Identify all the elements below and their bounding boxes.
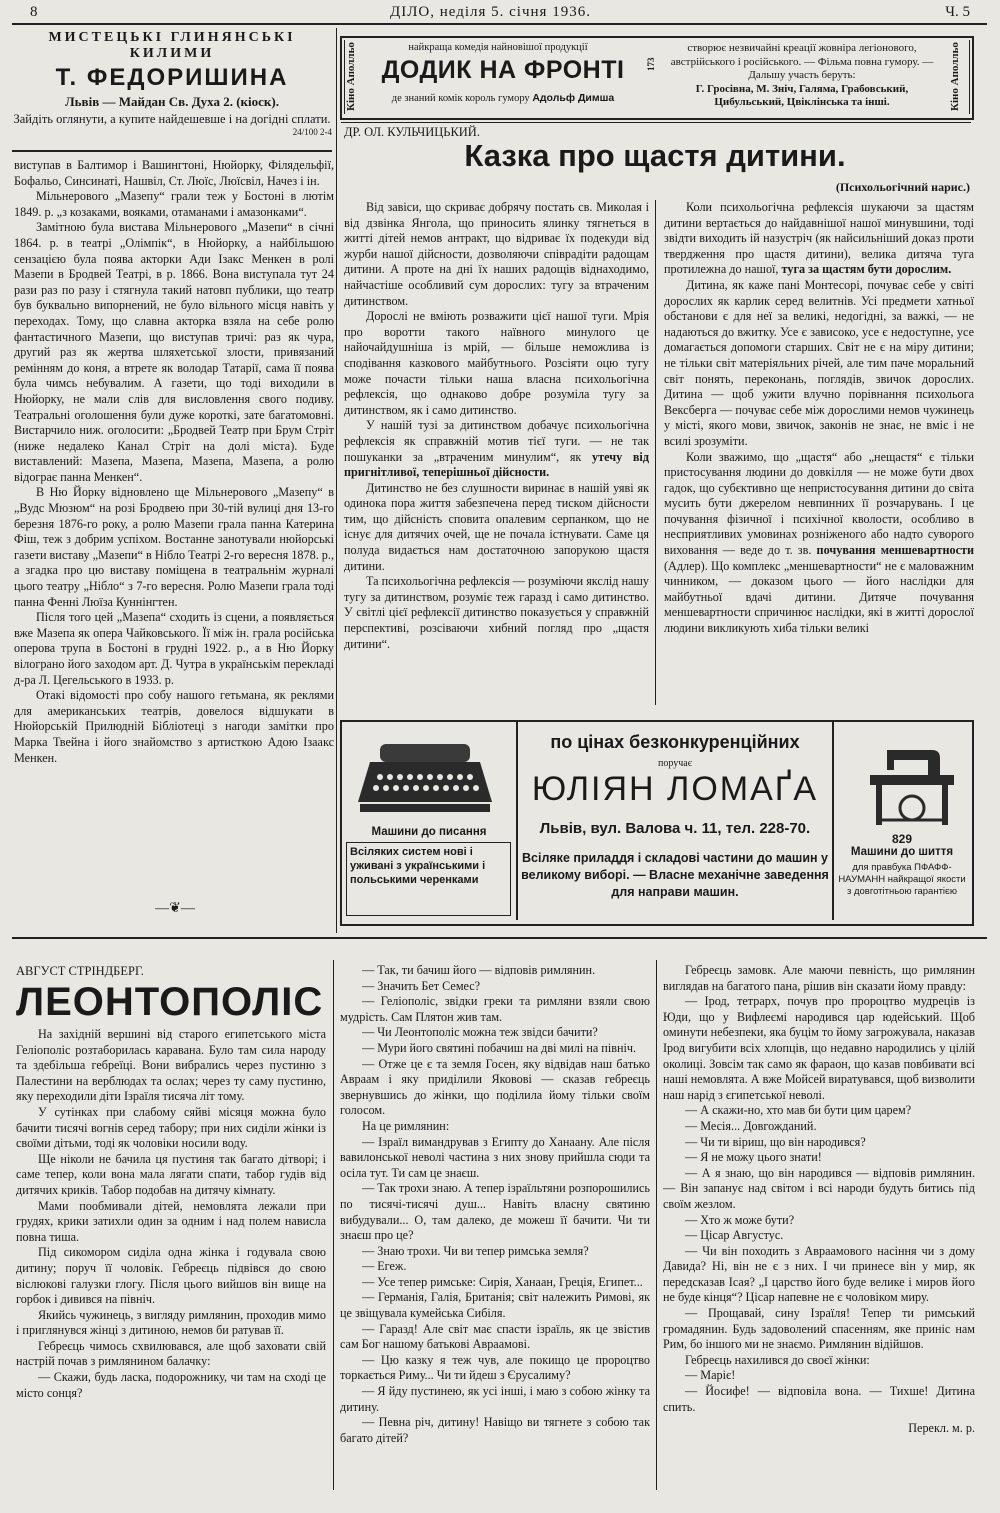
kazka-paragraph: Дитинство не без слушности виринає в нашій уяві як одинока пора життя забезпечена перед тиском дійсности тим, що дійсність сповита опалевим серпанком, що не існує для дитячих очей, ще не почала істнувати. Саме ця полуда видається нам достаточною запорукою щастя дитини. — [344, 480, 649, 573]
left-paragraph: Після того цей „Мазепа“ сходить із сцени, а появляється вже Мазепа як опера Чайковського. Її між ін. грала російська оперова трупа в Бостоні в грудні 1922. р., а в Ню Йорку вілограно його заходом арт. Д. Чутра в українськім перекладі д-ра Л. Цегельського в 1933. р. — [14, 610, 334, 687]
kazka-paragraph: Коли зважимо, що „щастя“ або „нещастя“ є тільки пристосування людини до довкілля — не може бути двох гадок, що субєктивно ще непристосування дитини до світа мусить бути джерелом невпинних її розчарувань. І це почування фізичної і психічної кволости, особливо в несприятливих умовинах розніженого або надто суворого виховання — веде до т. зв. почування меншевартности (Адлер). Що комплекс „меншевартности“ не є маловажним чинником, — доказом цього — його наслідки для майбутньої вдачі дитини. Дитяче почування меншевартности спричинює наслідки, які в житті дорослої людини викликують хиба тільки великі — [664, 449, 975, 636]
leonto-paragraph: — Цісар Августус. — [685, 1228, 784, 1243]
left-paragraph: виступав в Балтимор і Вашингтоні, Нюйорку, Філядельфії, Бофальо, Синсинаті, Нашвіл, Ст. Люїс, Люїсвіл, Начез і ін. — [14, 158, 334, 188]
ad-shop-name: ЮЛІЯН ЛОМАҐА — [531, 770, 819, 808]
ad-movie-tag1: найкраща комедія найновішої продукції — [408, 42, 588, 53]
leonto-paragraph: — Я не можу цього знати! — [685, 1150, 822, 1165]
leonto-paragraph: — Егеж. — [362, 1259, 407, 1274]
ad-shop-headline: по цінах безконкуренційних — [550, 732, 800, 752]
ad-shop-poruchaie: поручає — [658, 758, 692, 769]
leonto-paragraph: Якийсь чужинець, з вигляду римлянин, проходив мимо і приглянувся жінці з дитиною, немов би ратував її. — [16, 1307, 326, 1338]
ad-shop-rule — [516, 722, 518, 920]
kazka-paragraph: У нашій тузі за дитинством добачує психольогічна рефлексія як справжній мотив тієї туги. — не так пошуканки за „втраченим минулим“, як утечу від пригнітливої, теперішньої дійсности. — [344, 418, 649, 480]
ad-movie-cast: Г. Гросівна, М. Зніч, Галяма, Грабовський, Цибульський, Цвіклінська та інші. — [695, 82, 909, 108]
typewriters-desc: Всіляких систем нові і уживані з українськими і польськими черенками — [346, 842, 511, 916]
kazka-col1 — [344, 200, 649, 652]
column-rule — [655, 200, 656, 705]
page-number: 8 — [30, 4, 38, 20]
leonto-paragraph: — Германія, Галія, Британія; світ належить Римові, як це звіщувала кумейська Сибіля. — [340, 1290, 650, 1321]
sewing-desc: для правбука ПФАФФ-НАУМАНН найкращої якости з довготітньою гарантією — [838, 862, 966, 897]
leonto-paragraph: Під сикомором сиділа одна жінка і годувала свою дитину; поруч її чоловік. Гебреєць підвівся до свою віслюкові галузки глогу. Після цього вийшов він вище на горбок і дивився на північ. — [16, 1245, 326, 1307]
kazka-col2 — [664, 200, 974, 637]
leonto-paragraph: — Ізраїл вимандрував з Египту до Ханаану. Але після вавилонської неволі частина з них знову прийшла сюди та осіла тут. Ти сам це знаєш. — [340, 1134, 650, 1180]
leonto-author: АВГУСТ СТРІНДБЕРГ. — [16, 964, 144, 978]
typewriter-icon — [350, 732, 500, 822]
ad-movie-tag2: де знаний комік король гумору — [391, 93, 530, 104]
leonto-paragraph: — Чи Леонтополіс можна теж звідси бачити? — [362, 1025, 598, 1040]
emphasis-text: утечу від пригнітливої, теперішньої дійсности. — [344, 449, 649, 480]
leonto-paragraph: — Прощавай, сину Ізраїля! Тепер ти римський громадянин. Будь задоволений спасенням, яке приніс нам Рим, бо іншого ми не знаємо. Римлянин відійшов. — [663, 1306, 975, 1352]
sewing-label: Машини до шиття — [850, 846, 954, 858]
kazka-top-rule — [341, 122, 971, 123]
left-paragraph: Отакі відомості про собу нашого гетьмана, як реклями для американських театрів, довелося відшукати в Нюйорській Прилюдній Бібліотеці з нагоди замітки про Марка Твейна і його знайомство з артисткою Адою Ізаакс Менкен. — [14, 688, 334, 765]
leonto-col3 — [663, 963, 975, 1437]
leonto-paragraph: — Цю казку я теж чув, але покищо це пророцтво торкається Риму... Чи ти йдеш з Єрусалиму? — [340, 1352, 650, 1383]
leonto-paragraph: — Певна річ, дитину! Навіщо ви тягнете з собою так багато дітей? — [340, 1415, 650, 1445]
leonto-paragraph: — Я йду пустинею, як усі інші, і маю з собою жінку та дитину. — [340, 1384, 650, 1414]
leonto-paragraph: — Месія... Довгожданий. — [685, 1118, 817, 1133]
ad-movie-description: створює незвичайні креації жовніра легіонового, австрійського і російського. — Фільма повна гумору. — Дальшу участь беруть: — [670, 42, 934, 81]
kazka-subtitle: (Психольогічний нарис.) — [835, 180, 970, 194]
kazka-paragraph: Та психольогічна рефлексія — розуміючи якслід нашу тугу за дитинством, розуміє теж гаразд і само дитинство. У світлі цієї рефлексії дитинство показується у справжній перспективі, розсіваючи хибний погляд про „щастя дитини“. — [344, 574, 649, 651]
ad-movie-title: ДОДИК НА ФРОНТІ — [381, 56, 625, 84]
ad-shop — [340, 720, 974, 926]
leonto-paragraph: — Чи він походить з Авраамового насіння чи з дому Давида? Ні, він не є з них. І чи принесе він у мир, як передсказав Ісая? „І царство його буде велике і миров його не буде кінця“? Цісар напевне не є чоловіком миру. — [663, 1243, 975, 1305]
ad-kilymy-line1: МИСТЕЦЬКІ ГЛИНЯНСЬКІ КИЛИМИ — [48, 30, 296, 61]
leonto-paragraph: — Так, ти бачиш його — відповів римлянин. — [362, 963, 596, 977]
leonto-paragraph: — Мури його святині побачиш на дві милі на північ. — [362, 1040, 637, 1055]
emphasis-text: туга за щастям бути дорослим. — [781, 262, 952, 277]
leonto-paragraph: — Маріє! — [685, 1368, 736, 1383]
left-paragraph: В Ню Йорку відновлено ще Мільнерового „Мазепу“ в „Вудс Мюзюм“ на розі Бродвею при 30-тій вулиці дня 13-го березня 1876-го року, а ролю Мазепи грала панна Катерина Фіш, теж з добрим успіхом. Востанне занотували нюйорські газети виставу „Мазепи“ в Ніблo Театрі 2-го вересня 1878. р., а згадка про цю виставу поміщена в театральнім журналі цього театру „Нібло“ з 7-го вересня. Ролю Мазепи грала тоді панна Фенні Люїза Куннінгтен. — [14, 485, 334, 609]
kazka-paragraph: Від завіси, що скриває добрячу постать св. Миколая і від дзвінка Янгола, що приносить ялинку тягнеться в житті дітей немов антракт, що відриває їх подекуди від журби нашої дійсности, дозволяючи співрадіти радощам дитини. А проте на дні їх наших радощів віднаходимо, найчастіше особливий сум дорослих: тугу за втраченим дитинством. — [344, 200, 649, 308]
ad-shop-code: 829 — [891, 832, 913, 846]
leonto-paragraph: — Так трохи знаю. А тепер ізраїльтяни розпорошились по тисячі-тисячі душ... Навіть власну святиню вибудували... О, там далеко, де можеш її бачити. Чи ти знаєш про це? — [340, 1181, 650, 1243]
page-header — [0, 2, 1000, 24]
leonto-paragraph: — А скажи-но, хто мав би бути цим царем? — [685, 1103, 912, 1118]
sewing-machine-icon — [862, 730, 962, 830]
ad-movie-side-right: Кіно Аполльо — [949, 40, 970, 114]
leonto-paragraph: — Ірод, тетрарх, почув про пророцтво мудреців із Юди, що у Вифлеємі народився цар юдейський. Щоб оминути небезпеки, яка буцім то йому загрожувала, наказав Ірод вигубити всіх хлопців, що недавно народились у цілій околиці. Зовсім так само як фараон, що казав повбивати всі наші немовлята. А вже Мойсей виратувався, щоб визволити наш нарід з єгипетської неволі. — [663, 994, 975, 1102]
ad-kilymy-text: Зайдіть оглянути, а купите найдешевше і на догідні сплати. — [13, 112, 331, 126]
masthead: ДІЛО, неділя 5. січня 1936. — [390, 4, 591, 20]
ad-kilymy — [12, 30, 332, 145]
leonto-paragraph: На це римлянин: — [362, 1118, 450, 1133]
typewriters-label: Машини до писання — [371, 826, 487, 838]
ad-kilymy-rule — [12, 150, 332, 152]
leonto-translator: Перекл. м. р. — [908, 1421, 975, 1436]
leonto-paragraph: — Скажи, будь ласка, подорожнику, чи там на сході це місто сонця? — [16, 1370, 326, 1400]
ad-kilymy-code: 24/100 2-4 — [292, 127, 332, 137]
leonto-paragraph: — А я знаю, що він народився — відповів римлянин. — Він запанує над світом і всі народи будуть битись під своїм жезлом. — [663, 1165, 975, 1211]
issue-number: Ч. 5 — [945, 4, 970, 20]
section-rule — [12, 937, 987, 939]
leonto-paragraph: — Отже це є та земля Госен, яку відвідав наш батько Авраам і яку приділили Яковові — сказав гебреєць звернувшись до жінки, що поділила йому тільки своїм голосом. — [340, 1056, 650, 1118]
leonto-paragraph: Ще ніколи не бачила ця пустиня так багато дітворі; і саме тепер, коли вона мала лягати спати, табор гудів від дитячих криків. Табор подобав на дитячу кімнату. — [16, 1151, 326, 1197]
leonto-paragraph: Гебреєць замовк. Але маючи певність, що римлянин виглядав на багатого пана, рішив він сказати йому правду: — [663, 963, 975, 993]
kazka-title: Казка про щастя дитини. — [464, 138, 846, 173]
ad-kilymy-address: Львів — Майдан Св. Духа 2. (кіоск). — [65, 94, 279, 109]
column-rule — [333, 960, 334, 1490]
leonto-paragraph: — Йосифе! — відповіла вона. — Тихше! Дитина спить. — [663, 1384, 975, 1414]
leonto-paragraph: — Чи ти віриш, що він народився? — [685, 1134, 866, 1149]
kazka-paragraph: Коли психольогічна рефлексія шукаючи за щастям дитини вертається до найдавнішої нашої минувшини, тоді звідти виходить ій назустріч (як найсильніший доказ проти твердження про щастя дитини), велика дитяча туга протилежна до нашої, туга за щастям бути дорослим. — [664, 200, 974, 277]
header-rule — [12, 23, 987, 25]
left-paragraph: Мільнерового „Мазепу“ грали теж у Бостоні в лютім 1849. р. „з козаками, вояками, отаманами і амазонками“. — [14, 189, 334, 219]
leonto-paragraph: На західній вершині від старого египетського міста Геліополіс розтаборилась каравана. Було там сила народу та здебільша гебреїці. Вони вибрались через пустиню з Палестини на верблюдах та ослах; через ту саму пустиню, яку переходили діти Ізраїля тисяча літ тому. — [16, 1027, 326, 1104]
ad-movie-side-left: Кіно Аполльо — [344, 40, 365, 114]
emphasis-text: почування меншевартности — [816, 543, 975, 558]
leonto-title: ЛЕОНТОПОЛІС — [16, 980, 324, 1024]
leonto-paragraph: Гебреєць нахилився до своєї жінки: — [685, 1352, 870, 1367]
left-paragraph: Замітною була вистава Мільнерового „Мазепи“ в січні 1864. р. в театрі „Олімпік“, в Нюйорку, а найбільшою сензацією була поява акторки Ади Ізакс Менкен в ролі Мазепи в Бродвей Театрі, в р. 1866. Вона виступала тут 24 рази раз по разу і стягнула такий натовп публики, що театр був буквально випорнений, не було вільного місця навіть у переходах. Тому, що славна акторка взяла на себе ролю фантастичного Мазепи, що виступав тричі: раз як чура, другий раз як жертва шляхетської злости, привязаний ремінням до коня, а втрете як володар Татарії, сама її поява була чимсь небувалим. А газети, що тоді виходили в Нюйорку, не мали слів для висловлення свого подиву. Театральні оголошення були дуже короткі, зате багатомовні. Вистарчило ниж. оголосити: „Бродвей Театр при Брум Стріт (ниже недалеко Канал Стріт на долі міста). Буде виставлений: Мазепа, Мазепа, Мазепа, Мазепа, а ролю відограє панна Менкен“. — [14, 220, 334, 484]
leonto-paragraph: — Гаразд! Але світ має спасти ізраїль, як це звістив сам Бог нашому батькові Авраамові. — [340, 1321, 650, 1352]
ad-movie — [340, 36, 974, 120]
kazka-paragraph: Дорослі не вміють розважити цієї нашої туги. Мрія про воротти такого наївного минулого це найочайдушніша із мрій, — більше неможлива із сподівання казкового майбутнього. Розсіяти оцю тугу може почасти тільки наша власна психольогічна рефлексія, що однаково добре розуміла тугу за дитинством, як і само дитинство. — [344, 309, 649, 417]
ad-movie-actor: Адольф Димша — [532, 92, 615, 104]
leonto-col1 — [16, 1027, 326, 1401]
leonto-paragraph: — Усе тепер римське: Сирія, Ханаан, Греція, Египет... — [362, 1274, 643, 1289]
column-rule — [336, 28, 337, 933]
ad-movie-tagline — [368, 92, 638, 104]
leonto-paragraph: — Знаю трохи. Чи ви тепер римська земля? — [362, 1243, 589, 1258]
leonto-paragraph: Гебреєць чимось схвилювався, але щоб заховати свій настрій почав з римлянином балачку: — [16, 1338, 326, 1369]
ad-shop-rule — [832, 722, 834, 920]
ad-movie-desc — [666, 42, 938, 110]
kazka-paragraph: Дитина, як каже пані Монтесорі, почуває себе у світі дорослих як карлик серед велитнів. Усі предмети хатньої обстанови є для неї за великі, недогідні, за важкі, — не надаються до вжитку. Усе є зависоко, усе є недоступне, усе домагається допомоги старших. Світ не є на міру дитини; не тільки світ матеріяльних річей, але тим паче моральний світ понять, переконань, поглядів, звичок дорослих. Дитина — щоб ужити влучно порівнання психольога Вексберга — почуває себе між дорослими немов чужинець у місті, якого мови, звичок, законів не знає, не вміє і не всилі зрозуміти. — [664, 277, 974, 448]
leonto-paragraph: — Значить Бет Семес? — [362, 978, 481, 993]
column-rule — [656, 960, 657, 1490]
leonto-paragraph: — Хто ж може бути? — [685, 1212, 795, 1227]
ad-movie-code: 173 — [646, 57, 656, 71]
left-end-ornament: —❦— — [155, 901, 195, 916]
leonto-paragraph: У сутінках при слабому сяйві місяця можна було бачити тисячі вогнів серед табору; при них сиділи жінки із своїми дітьми, тоді як чоловіки носили воду. — [16, 1104, 326, 1151]
left-article — [14, 158, 334, 766]
leonto-paragraph: Мами пообмивали дітей, немовлята лежали при грудях, крики затихли один за одним і над полем нависла повна тиша. — [16, 1198, 326, 1244]
leonto-paragraph: — Геліополіс, звідки греки та римляни взяли свою мудрість. Сам Плятон жив там. — [340, 994, 650, 1024]
leonto-col2 — [340, 963, 650, 1446]
ad-kilymy-name: Т. ФЕДОРИШИНА — [55, 64, 289, 91]
ad-shop-address: Львів, вул. Валова ч. 11, тел. 228-70. — [539, 820, 811, 837]
ad-shop-body: Всіляке приладдя і складові частини до машин у великому виборі. — Власне механічне заведення для направи машин. — [521, 851, 829, 899]
kazka-author: ДР. ОЛ. КУЛЬЧИЦЬКИЙ. — [344, 125, 480, 139]
